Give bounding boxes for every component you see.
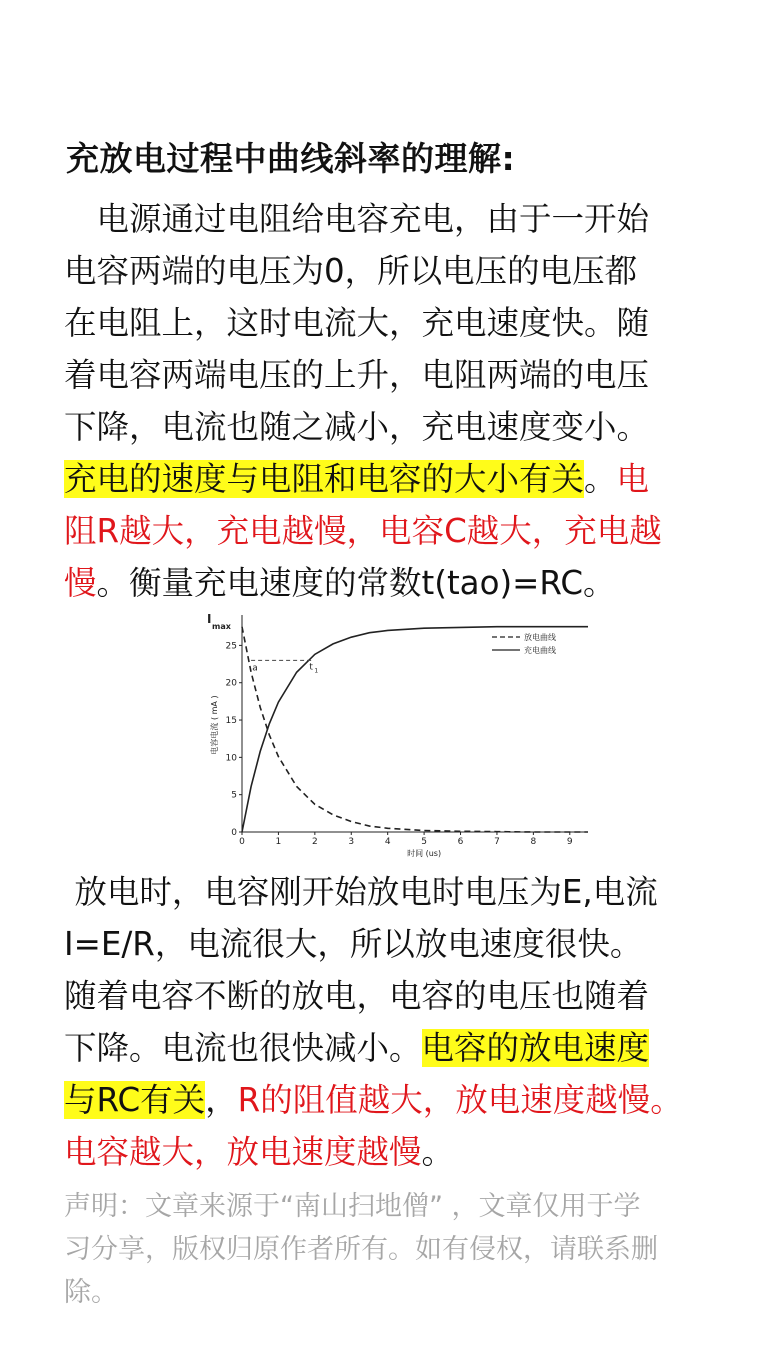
text-run: 下降。电流也很快减小。 [64, 1029, 422, 1067]
paragraph-line [64, 866, 724, 918]
y-axis-top-label: I [207, 612, 212, 626]
x-tick-label: 0 [239, 837, 245, 847]
x-tick-label: 5 [421, 837, 427, 847]
x-tick-label: 3 [348, 837, 355, 847]
highlighted-text: 与RC有关 [64, 1081, 206, 1119]
paragraph-line: I=E/R，电流很大，所以放电速度很快。 [64, 925, 643, 963]
paragraph-line: 在电阻上，这时电流大，充电速度快。随 [64, 304, 650, 342]
y-tick-label: 15 [225, 716, 237, 727]
text-run: ， [205, 1081, 238, 1119]
red-text-line: 阻R越大，充电越慢，电容C越大，充电越 [64, 512, 662, 550]
red-text: 电容越大，放电速度越慢 [64, 1133, 422, 1171]
x-tick-label: 2 [311, 837, 318, 847]
y-tick-label: 0 [231, 828, 237, 838]
series-line-2 [242, 627, 588, 832]
notice-line: 除。 [64, 1277, 118, 1308]
article-heading: 充放电过程中曲线斜率的理解: [66, 139, 516, 178]
y-tick-label: 25 [225, 641, 237, 652]
paragraph-line [64, 557, 724, 609]
paragraph-line [64, 1022, 724, 1074]
notice-line: 习分享，版权归原作者所有。如有侵权，请联系删 [64, 1234, 658, 1265]
legend-label: 充电曲线 [524, 646, 556, 655]
annotation-t-sub: 1 [314, 667, 319, 675]
red-text: 电 [616, 460, 650, 498]
discharging-paragraph [64, 866, 724, 1178]
y-tick-label: 20 [225, 678, 237, 689]
y-tick-label: 10 [225, 753, 237, 764]
x-tick-label: 7 [494, 837, 500, 847]
paragraph-line [64, 453, 724, 505]
notice-line: 声明：文章来源于“南山扫地僧” ，文章仅用于学 [64, 1191, 641, 1222]
highlighted-text: 电容的放电速度 [421, 1029, 650, 1067]
red-text: 慢 [64, 564, 97, 602]
y-tick-label: 5 [231, 790, 237, 801]
text-run: 电源通过电阻给电容充电，由于一开始 [96, 200, 650, 238]
text-run: 放电时，电容刚开始放电时电压为E,电流 [74, 873, 658, 911]
paragraph-line: 下降，电流也随之减小，充电速度变小。 [64, 408, 650, 446]
paragraph-line: 随着电容不断的放电，电容的电压也随着 [64, 977, 650, 1015]
copyright-notice [64, 1185, 734, 1314]
legend-label: 放电曲线 [524, 633, 556, 642]
x-axis-label: 时间 (us) [407, 849, 442, 858]
x-tick-label: 9 [566, 837, 573, 847]
y-axis-label: 电容电流 ( mA ) [210, 695, 219, 755]
x-tick-label: 1 [275, 837, 282, 847]
paragraph-line: 电容两端的电压为0，所以电压的电压都 [64, 252, 638, 290]
highlighted-text: 充电的速度与电阻和电容的大小有关 [64, 460, 585, 498]
text-run: 。 [421, 1133, 455, 1171]
text-run: 。 [584, 460, 617, 498]
paragraph-line [64, 1126, 724, 1178]
y-axis-top-label-sub: max [212, 622, 231, 631]
annotation-a: a [252, 663, 258, 674]
charging-paragraph [64, 193, 724, 609]
red-text: R的阻值越大，放电速度越慢。 [237, 1081, 683, 1119]
x-tick-label: 4 [384, 837, 391, 847]
rc-current-chart [200, 605, 595, 860]
annotation-t: t [309, 662, 313, 673]
series-line-1 [242, 627, 588, 832]
x-tick-label: 8 [530, 837, 537, 847]
paragraph-line [64, 1074, 724, 1126]
x-tick-label: 6 [457, 837, 464, 847]
paragraph-line [64, 193, 724, 245]
text-run: 。衡量充电速度的常数t(tao)=RC。 [96, 564, 616, 602]
paragraph-line: 着电容两端电压的上升，电阻两端的电压 [64, 356, 650, 394]
